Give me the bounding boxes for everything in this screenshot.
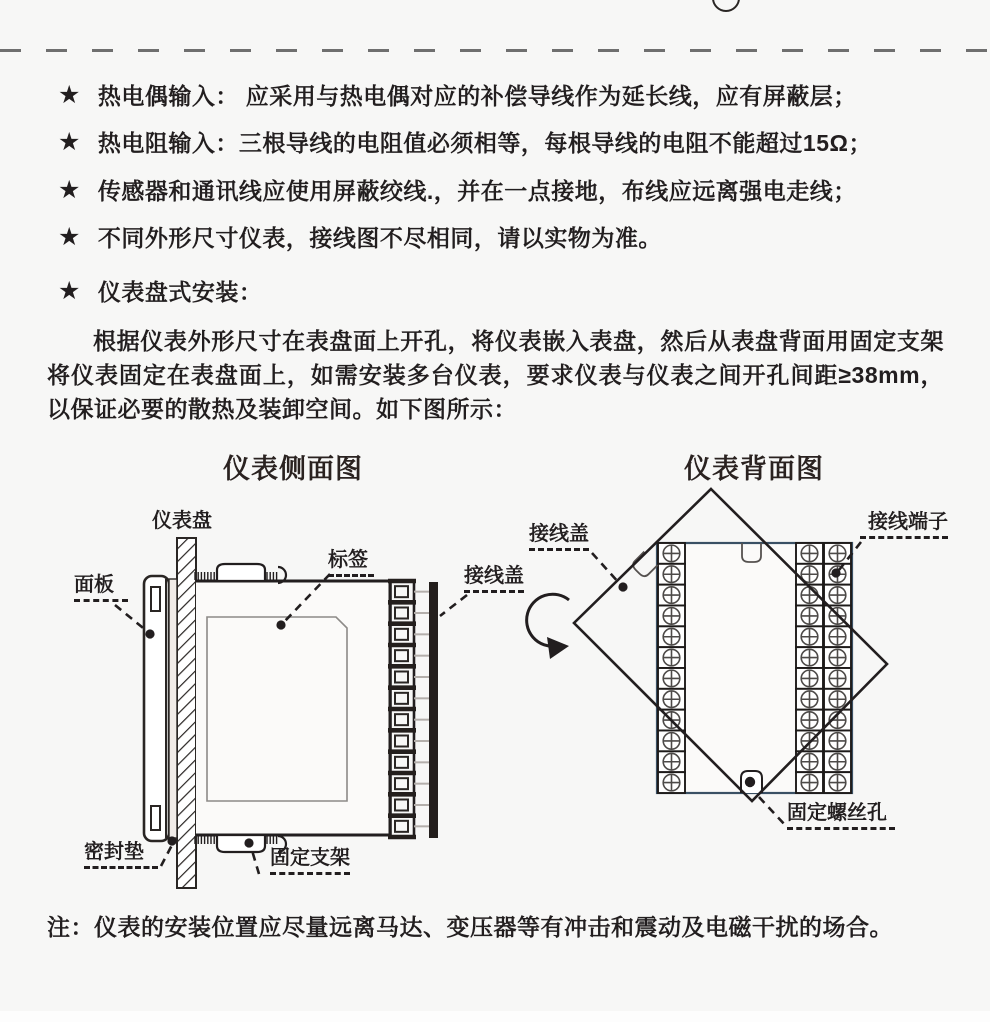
label-panel-board: 仪表盘: [152, 510, 212, 532]
installation-diagrams: [0, 440, 990, 900]
note-thermocouple: [58, 83, 968, 109]
footer-note: 注：仪表的安装位置应尽量远离马达、变压器等有冲击和震动及电磁干扰的场合。: [47, 914, 893, 940]
label-gasket: 密封垫: [84, 841, 158, 869]
sealing-gasket: [169, 579, 177, 838]
section-paragraph: 根据仪表外形尺寸在表盘面上开孔，将仪表嵌入表盘，然后从表盘背面用固定支架将仪表固定在表盘面上，如需安装多台仪表，要求仪表与仪表之间开孔间距≥38mm，以保证必要的散热及装卸空间。如下图所示：: [47, 328, 944, 422]
star-icon: ★: [58, 128, 81, 156]
label-terminal-cover-side: 接线盖: [464, 565, 524, 593]
page-bottom-strip: [0, 1011, 990, 1022]
section-panel-mount-title: [58, 279, 262, 305]
terminal-cover-bar: [429, 582, 438, 838]
panel-wall-hatched: [177, 538, 196, 888]
star-icon: ★: [58, 176, 81, 204]
section-title-text: 仪表盘式安装：: [97, 279, 263, 305]
label-terminal-block: 接线端子: [860, 511, 948, 539]
label-sticker: 标签: [328, 549, 374, 577]
instrument-body: [196, 581, 390, 835]
page-top-circle-fragment: [712, 0, 740, 12]
label-front-panel: 面板: [74, 574, 128, 602]
rotation-arrow-icon: [527, 594, 569, 659]
note-rtd: [58, 130, 968, 156]
star-icon: ★: [58, 223, 81, 251]
fixing-screw-hole: [741, 771, 762, 793]
note-text: 传感器和通讯线应使用屏蔽绞线.，并在一点接地，布线应远离强电走线；: [97, 178, 857, 204]
bezel-clip-top: [151, 587, 160, 611]
star-icon: ★: [58, 81, 81, 109]
note-text: 不同外形尺寸仪表，接线图不尽相同，请以实物为准。: [97, 225, 662, 251]
label-screw-hole: 固定螺丝孔: [787, 802, 895, 830]
rear-terminal-ladder: [388, 581, 429, 837]
side-view-title: 仪表侧面图: [223, 454, 363, 484]
back-view-title: 仪表背面图: [684, 454, 824, 484]
bezel-clip-bottom: [151, 806, 160, 830]
label-bracket: 固定支架: [270, 847, 350, 875]
note-wiring-diagram: [58, 225, 968, 251]
note-text: 热电阻输入：三根导线的电阻值必须相等，每根导线的电阻不能超过15Ω；: [97, 130, 872, 156]
note-shielded-wire: [58, 178, 968, 204]
note-text: 热电偶输入： 应采用与热电偶对应的补偿导线作为延长线，应有屏蔽层；: [97, 83, 857, 109]
star-icon: ★: [58, 277, 81, 305]
side-view-diagram: [115, 538, 467, 888]
dashed-divider: [0, 49, 990, 52]
label-terminal-cover-back: 接线盖: [529, 523, 589, 551]
